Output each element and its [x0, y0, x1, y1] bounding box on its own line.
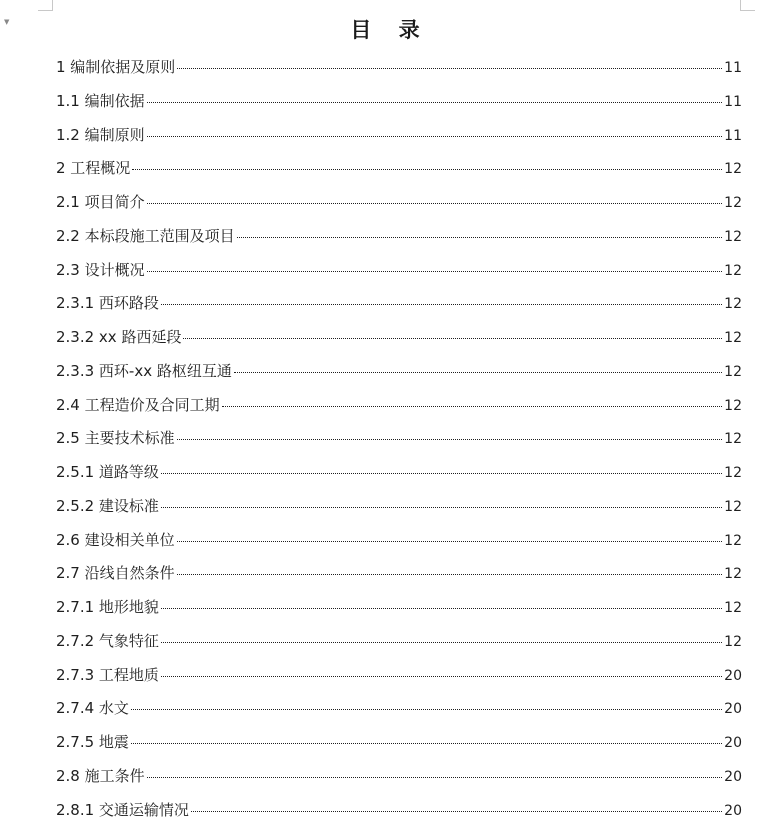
toc-dot-leader [177, 574, 723, 575]
toc-page-number: 12 [724, 195, 742, 211]
toc-page-number: 12 [724, 330, 742, 346]
toc-entry[interactable] [56, 490, 742, 524]
toc-entry-text: 2.7 沿线自然条件 [56, 564, 175, 583]
toc-title: 目 录 [350, 18, 430, 42]
toc-entry[interactable] [56, 254, 742, 288]
toc-page-number: 11 [724, 60, 742, 76]
toc-page-number: 12 [724, 465, 742, 481]
toc-dot-leader [132, 169, 722, 170]
toc-dot-leader [131, 743, 722, 744]
toc-entry-text: 2.3.2 xx 路西延段 [56, 328, 182, 346]
toc-dot-leader [147, 271, 723, 272]
toc-entry[interactable] [56, 186, 742, 220]
toc-dot-leader [191, 811, 722, 812]
toc-entry-text: 2.3.1 西环路段 [56, 294, 159, 313]
toc-entry[interactable] [56, 422, 742, 456]
toc-entry[interactable] [56, 321, 742, 355]
toc-entry-text: 2.7.5 地震 [56, 733, 129, 751]
toc-dot-leader [161, 473, 722, 474]
toc-dot-leader [131, 709, 722, 710]
toc-dot-leader [237, 237, 723, 238]
toc-entry-text: 2.3 设计概况 [56, 260, 145, 279]
toc-entry-text: 2.7.4 水文 [56, 699, 129, 718]
toc-page-number: 20 [724, 802, 742, 819]
toc-entry-text: 2.1 项目简介 [56, 193, 145, 211]
toc-page-number: 12 [724, 633, 742, 650]
toc-entry-text: 1.1 编制依据 [56, 91, 145, 110]
toc-page-number: 12 [724, 397, 742, 414]
toc-entry[interactable] [56, 726, 742, 760]
toc-dot-leader [183, 338, 722, 339]
toc-dot-leader [147, 136, 723, 137]
toc-entry[interactable] [56, 85, 742, 119]
toc-entry[interactable] [56, 287, 742, 321]
toc-entry[interactable] [56, 659, 742, 693]
toc-page-number: 12 [724, 498, 742, 515]
toc-entry-text: 2.8.1 交通运输情况 [56, 800, 189, 819]
toc-entry[interactable] [56, 794, 742, 828]
toc-entry-text: 2 工程概况 [56, 159, 131, 178]
toc-entry[interactable] [56, 456, 742, 490]
toc-entry-text: 2.2 本标段施工范围及项目 [56, 226, 235, 245]
crop-mark-top-right [740, 0, 755, 11]
toc-dot-leader [147, 102, 723, 103]
toc-page-number: 20 [724, 667, 742, 684]
toc-entry-text: 2.3.3 西环-xx 路枢纽互通 [56, 361, 232, 380]
toc-entry-text: 2.5 主要技术标准 [56, 429, 175, 448]
toc-entry[interactable] [56, 152, 742, 186]
toc-entry-text: 1.2 编制原则 [56, 125, 145, 144]
toc-entry[interactable] [56, 389, 742, 423]
toc-entry-text: 2.7.2 气象特征 [56, 631, 159, 650]
toc-dot-leader [147, 203, 723, 204]
toc-page-number: 12 [724, 161, 742, 178]
toc-list [56, 51, 742, 827]
toc-entry-text: 2.8 施工条件 [56, 766, 145, 785]
toc-entry[interactable] [56, 51, 742, 85]
toc-entry[interactable] [56, 760, 742, 794]
toc-page-number: 11 [724, 93, 742, 110]
toc-page-number: 12 [724, 296, 742, 313]
toc-entry-text: 2.4 工程造价及合同工期 [56, 395, 220, 414]
toc-entry-text: 2.6 建设相关单位 [56, 530, 175, 549]
toc-entry[interactable] [56, 119, 742, 153]
toc-entry[interactable] [56, 220, 742, 254]
toc-page-number: 12 [724, 532, 742, 549]
toc-page-number: 20 [724, 768, 742, 785]
toc-dot-leader [161, 608, 722, 609]
toc-page-number: 12 [724, 228, 742, 245]
toc-page-number: 20 [724, 701, 742, 718]
toc-dot-leader [222, 406, 723, 407]
toc-dot-leader [161, 676, 722, 677]
toc-dot-leader [161, 507, 722, 508]
toc-entry[interactable] [56, 557, 742, 591]
toc-entry[interactable] [56, 524, 742, 558]
toc-page-number: 12 [724, 600, 742, 616]
toc-page-number: 12 [724, 431, 742, 448]
collapse-caret-icon[interactable]: ▼ [4, 18, 10, 26]
toc-entry[interactable] [56, 355, 742, 389]
toc-entry[interactable] [56, 591, 742, 625]
toc-page-number: 12 [724, 262, 742, 279]
toc-dot-leader [161, 304, 722, 305]
toc-dot-leader [161, 642, 722, 643]
toc-entry-text: 1 编制依据及原则 [56, 58, 176, 76]
toc-dot-leader [234, 372, 722, 373]
toc-dot-leader [147, 777, 723, 778]
toc-entry[interactable] [56, 625, 742, 659]
toc-entry-text: 2.5.1 道路等级 [56, 463, 159, 481]
toc-entry[interactable] [56, 692, 742, 726]
toc-dot-leader [177, 68, 722, 69]
toc-page-number: 11 [724, 127, 742, 144]
toc-dot-leader [177, 439, 723, 440]
toc-entry-text: 2.7.1 地形地貌 [56, 598, 159, 616]
toc-entry-text: 2.5.2 建设标准 [56, 496, 159, 515]
toc-page-number: 20 [724, 735, 742, 751]
toc-entry-text: 2.7.3 工程地质 [56, 665, 159, 684]
crop-mark-top-left [38, 0, 53, 11]
toc-page-number: 12 [724, 363, 742, 380]
toc-dot-leader [177, 541, 723, 542]
toc-page-number: 12 [724, 566, 742, 583]
